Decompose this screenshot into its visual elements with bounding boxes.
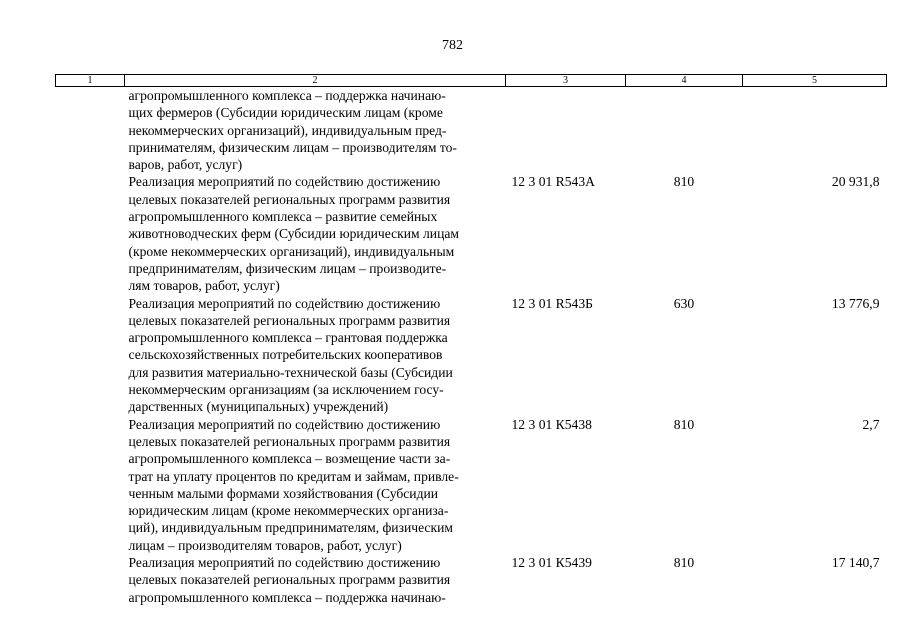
budget-table bbox=[55, 74, 887, 606]
table-row bbox=[56, 87, 887, 174]
amount-value bbox=[743, 87, 887, 174]
table-row bbox=[56, 173, 887, 294]
amount-value: 2,7 bbox=[862, 416, 880, 432]
expense-type-code: 810 bbox=[673, 416, 695, 432]
description-line: целевых показателей региональных программ развития bbox=[128, 191, 451, 207]
description-line: целевых показателей региональных программ развития bbox=[128, 433, 451, 449]
description-line: некоммерческим организациям (за исключением госу- bbox=[128, 382, 444, 398]
description-line: лицам – производителям товаров, работ, услуг) bbox=[128, 537, 402, 553]
item-description bbox=[125, 295, 506, 416]
row-number-cell bbox=[56, 295, 125, 416]
table-row bbox=[56, 295, 887, 416]
description-line: дарственных (муниципальных) учреждений) bbox=[128, 399, 389, 415]
description-line: агропромышленного комплекса – развитие семейных bbox=[128, 209, 438, 225]
item-description bbox=[125, 416, 506, 554]
target-article-code: 12 3 01 К5439 bbox=[511, 555, 592, 571]
description-line: Реализация мероприятий по содействию достижению bbox=[128, 416, 441, 432]
description-line: Реализация мероприятий по содействию достижению bbox=[128, 555, 441, 571]
description-line: варов, работ, услуг) bbox=[128, 157, 243, 173]
column-header-5: 5 bbox=[743, 75, 887, 87]
description-line: некоммерческих организаций), индивидуальным пред- bbox=[128, 122, 447, 138]
description-line: Реализация мероприятий по содействию достижению bbox=[128, 295, 441, 311]
item-description bbox=[125, 554, 506, 606]
target-article-code bbox=[506, 87, 626, 174]
table-row bbox=[56, 554, 887, 606]
expense-type-code: 630 bbox=[673, 295, 695, 311]
row-number-cell bbox=[56, 416, 125, 554]
description-line: лям товаров, работ, услуг) bbox=[128, 278, 280, 294]
description-line: для развития материально-технической базы (Субсидии bbox=[128, 364, 453, 380]
column-header-4: 4 bbox=[626, 75, 743, 87]
amount-value: 20 931,8 bbox=[831, 174, 880, 190]
description-line: агропромышленного комплекса – поддержка начинаю- bbox=[128, 88, 446, 103]
target-article-code: 12 3 01 R543А bbox=[511, 174, 595, 190]
table-row bbox=[56, 416, 887, 554]
description-line: трат на уплату процентов по кредитам и займам, привле- bbox=[128, 468, 459, 484]
amount-value: 13 776,9 bbox=[831, 295, 880, 311]
target-article-code: 12 3 01 К5438 bbox=[511, 416, 592, 432]
column-header-1: 1 bbox=[56, 75, 125, 87]
column-header-2: 2 bbox=[125, 75, 506, 87]
row-number-cell bbox=[56, 173, 125, 294]
target-article-code: 12 3 01 R543Б bbox=[511, 295, 593, 311]
item-description bbox=[125, 87, 506, 174]
row-number-cell bbox=[56, 554, 125, 606]
description-line: предпринимателям, физическим лицам – производите- bbox=[128, 260, 447, 276]
amount-value: 17 140,7 bbox=[831, 555, 880, 571]
column-header-3: 3 bbox=[506, 75, 626, 87]
row-number-cell bbox=[56, 87, 125, 174]
description-line: агропромышленного комплекса – поддержка начинаю- bbox=[128, 589, 446, 605]
description-line: юридическим лицам (кроме некоммерческих организа- bbox=[128, 503, 449, 519]
table-body bbox=[56, 87, 887, 606]
description-line: целевых показателей региональных программ развития bbox=[128, 572, 451, 588]
description-line: сельскохозяйственных потребительских кооперативов bbox=[128, 347, 443, 363]
item-description bbox=[125, 173, 506, 294]
description-line: ций), индивидуальным предпринимателям, физическим bbox=[128, 520, 453, 536]
page-number: 782 bbox=[442, 38, 463, 53]
description-line: агропромышленного комплекса – возмещение части за- bbox=[128, 451, 451, 467]
description-line: Реализация мероприятий по содействию достижению bbox=[128, 174, 441, 190]
description-line: (кроме некоммерческих организаций), индивидуальным bbox=[128, 243, 455, 259]
description-line: животноводческих ферм (Субсидии юридическим лицам bbox=[128, 226, 459, 242]
expense-type-code: 810 bbox=[673, 174, 695, 190]
description-line: ченным малыми формами хозяйствования (Субсидии bbox=[128, 485, 439, 501]
column-number-header-row bbox=[56, 75, 887, 87]
description-line: принимателям, физическим лицам – производителям то- bbox=[128, 139, 457, 155]
description-line: целевых показателей региональных программ развития bbox=[128, 312, 451, 328]
expense-type-code bbox=[626, 87, 743, 174]
description-line: щих фермеров (Субсидии юридическим лицам (кроме bbox=[128, 105, 443, 121]
expense-type-code: 810 bbox=[673, 555, 695, 571]
description-line: агропромышленного комплекса – грантовая поддержка bbox=[128, 330, 448, 346]
